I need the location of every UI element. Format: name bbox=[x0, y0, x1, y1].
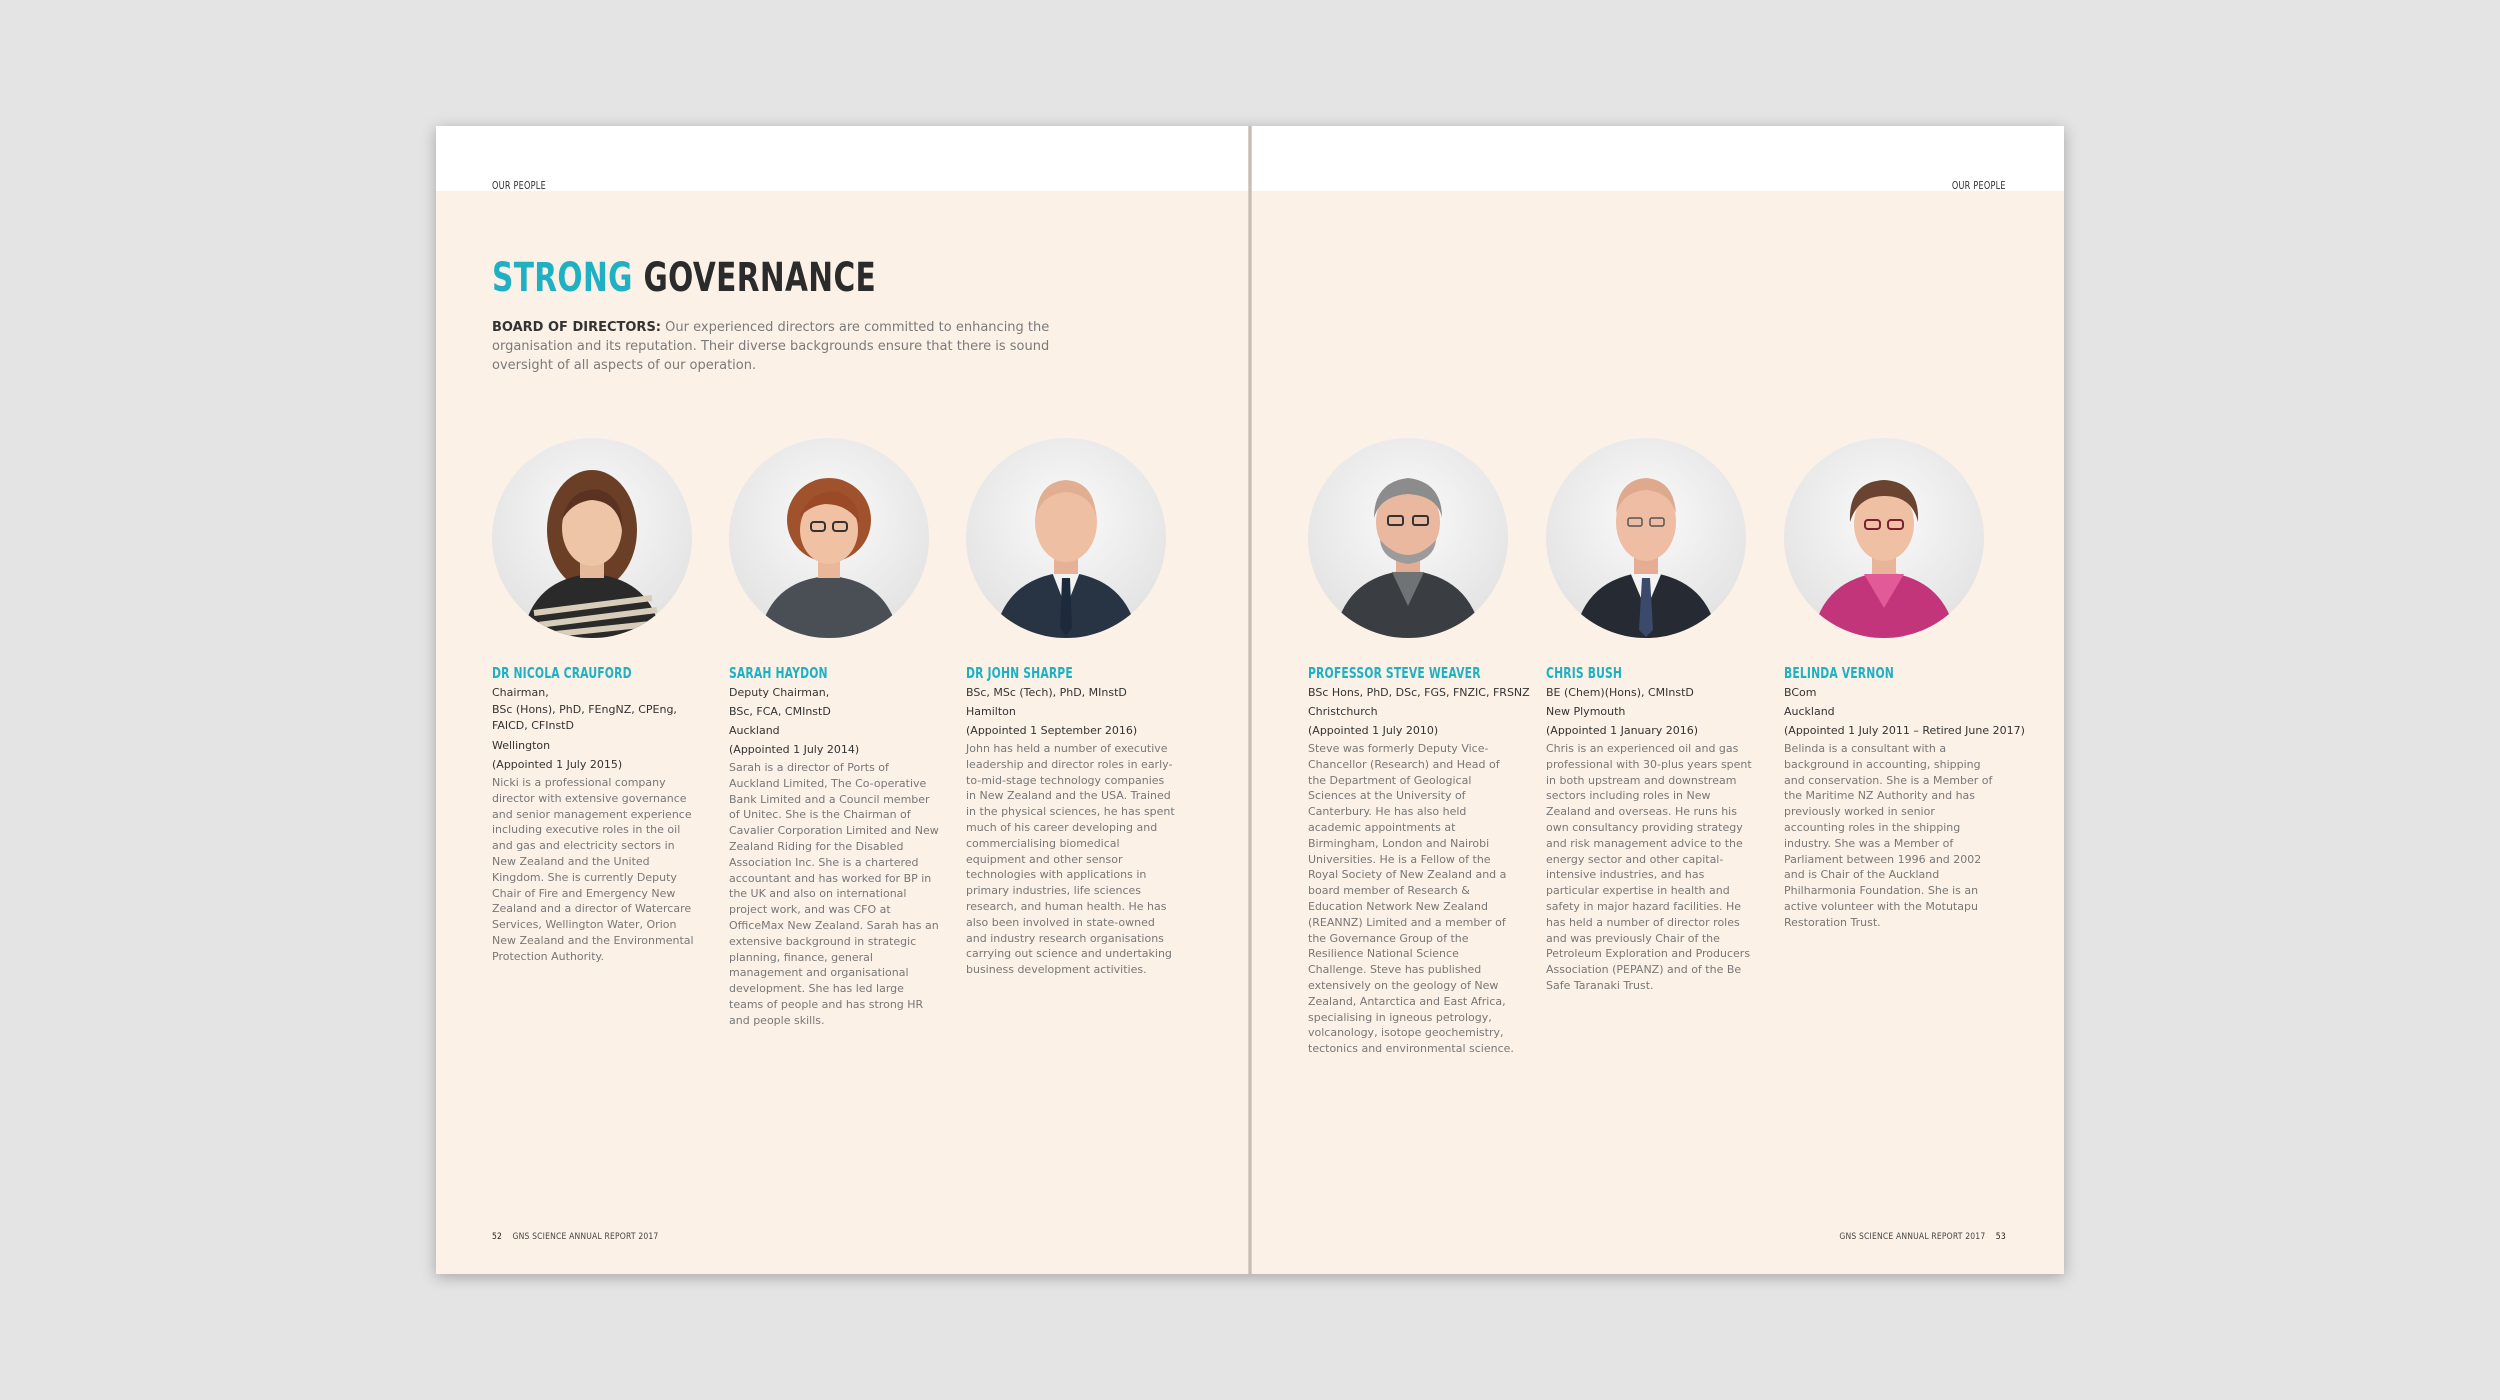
director-qualifications: BSc (Hons), PhD, FEngNZ, CPEng, FAICD, CFInstD bbox=[492, 703, 677, 732]
director-qualifications: BSc Hons, PhD, DSc, FGS, FNZIC, FRSNZ bbox=[1308, 686, 1530, 699]
director-name: PROFESSOR STEVE WEAVER bbox=[1308, 664, 1481, 682]
page-number: 53 bbox=[1995, 1232, 2006, 1242]
report-spread bbox=[436, 126, 2064, 1274]
director-meta bbox=[966, 683, 1176, 740]
director-bio: Sarah is a director of Ports of Auckland Limited, The Co-operative Bank Limited and a Council member of Unitec. She is the Chairman of Cavalier Corporation Limited and New Zealand Riding for the Disabled Association Inc. She is a chartered accountant and has worked for BP in the UK and also on international project work, and was CFO at OfficeMax New Zealand. Sarah has an extensive background in strategic planning, finance, general management and organisational development. She has led large teams of people and has strong HR and people skills. bbox=[729, 761, 939, 1027]
director-bio: Steve was formerly Deputy Vice-Chancellor (Research) and Head of the Department of Geological Sciences at the University of Canterbury. He has also held academic appointments at Birmingham, London and Nairobi Universities. He is a Fellow of the Royal Society of New Zealand and a board member of Research & Education Network New Zealand (REANNZ) Limited and a member of the Governance Group of the Resilience National Science Challenge. Steve has published extensively on the geology of New Zealand, Antarctica and East Africa, specialising in igneous petrology, volcanology, isotope geochemistry, tectonics and environmental science. bbox=[1308, 742, 1514, 1056]
director-card bbox=[1784, 438, 2025, 931]
title-rest: GOVERNANCE bbox=[643, 255, 877, 301]
director-name: DR NICOLA CRAUFORD bbox=[492, 664, 632, 682]
page-footer bbox=[492, 1232, 658, 1242]
section-label: OUR PEOPLE bbox=[492, 179, 546, 192]
director-card bbox=[729, 438, 939, 1029]
avatar bbox=[492, 438, 692, 638]
director-name: DR JOHN SHARPE bbox=[966, 664, 1073, 682]
director-qualifications: BE (Chem)(Hons), CMInstD bbox=[1546, 686, 1694, 699]
director-meta bbox=[492, 683, 702, 774]
director-name: SARAH HAYDON bbox=[729, 664, 828, 682]
director-meta bbox=[1546, 683, 1756, 740]
director-location: Wellington bbox=[492, 739, 551, 752]
right-page bbox=[1250, 126, 2064, 1274]
intro-lead: BOARD OF DIRECTORS: bbox=[492, 320, 662, 335]
title-accent: STRONG bbox=[492, 255, 633, 301]
director-qualifications: BSc, MSc (Tech), PhD, MInstD bbox=[966, 686, 1127, 699]
director-bio: Nicki is a professional company director with extensive governance and senior management experience including executive roles in the oil and gas and electricity sectors in New Zealand and the United Kingdom. She is currently Deputy Chair of Fire and Emergency New Zealand and a director of Watercare Services, Wellington Water, Orion New Zealand and the Environmental Protection Authority. bbox=[492, 776, 694, 963]
director-role: Deputy Chairman, bbox=[729, 686, 830, 699]
director-appointed: (Appointed 1 July 2015) bbox=[492, 758, 623, 771]
intro-text: Our experienced directors are committed to enhancing the organisation and its reputation. Their diverse backgrounds ensure that there is sound oversight of all aspects of our operation. bbox=[492, 320, 1050, 373]
left-page bbox=[436, 126, 1250, 1274]
director-appointed: (Appointed 1 January 2016) bbox=[1546, 724, 1699, 737]
top-band bbox=[436, 126, 1250, 191]
director-card bbox=[966, 438, 1176, 978]
director-name: BELINDA VERNON bbox=[1784, 664, 1894, 682]
director-name: CHRIS BUSH bbox=[1546, 664, 1623, 682]
director-appointed: (Appointed 1 July 2014) bbox=[729, 743, 860, 756]
director-bio: Chris is an experienced oil and gas professional with 30-plus years spent in both upstream and downstream sectors including roles in New Zealand and overseas. He runs his own consultancy providing strategy and risk management advice to the energy sector and other capital-intensive industries, and has particular expertise in health and safety in major hazard facilities. He has held a number of director roles and was previously Chair of the Petroleum Exploration and Producers Association (PEPANZ) and of the Be Safe Taranaki Trust. bbox=[1546, 742, 1752, 992]
director-appointed: (Appointed 1 July 2010) bbox=[1308, 724, 1439, 737]
director-location: Hamilton bbox=[966, 705, 1016, 718]
page-number: 52 bbox=[492, 1232, 503, 1242]
footer-text: GNS SCIENCE ANNUAL REPORT 2017 bbox=[512, 1232, 659, 1242]
intro-paragraph bbox=[492, 318, 1072, 375]
section-label: OUR PEOPLE bbox=[1952, 179, 2006, 192]
page-title bbox=[492, 254, 876, 302]
avatar bbox=[729, 438, 929, 638]
director-location: New Plymouth bbox=[1546, 705, 1626, 718]
director-location: Auckland bbox=[1784, 705, 1835, 718]
footer-text: GNS SCIENCE ANNUAL REPORT 2017 bbox=[1839, 1232, 1986, 1242]
director-meta bbox=[1784, 683, 2025, 740]
director-meta bbox=[729, 683, 939, 759]
director-role: Chairman, bbox=[492, 686, 549, 699]
director-qualifications: BSc, FCA, CMInstD bbox=[729, 705, 831, 718]
director-appointed: (Appointed 1 September 2016) bbox=[966, 724, 1138, 737]
director-bio: John has held a number of executive leadership and director roles in early-to-mid-stage technology companies in New Zealand and the USA. Trained in the physical sciences, he has spent much of his career developing and commercialising biomedical equipment and other sensor technologies with applications in primary industries, life sciences research, and human health. He has also been involved in state-owned and industry research organisations carrying out science and undertaking business development activities. bbox=[966, 742, 1175, 977]
director-card bbox=[492, 438, 702, 965]
director-location: Auckland bbox=[729, 724, 780, 737]
top-band bbox=[1250, 126, 2064, 191]
director-card bbox=[1546, 438, 1756, 994]
director-bio: Belinda is a consultant with a background in accounting, shipping and conservation. She is a Member of the Maritime NZ Authority and has previously worked in senior accounting roles in the shipping industry. She was a Member of Parliament between 1996 and 2002 and is Chair of the Auckland Philharmonia Foundation. She is an active volunteer with the Motutapu Restoration Trust. bbox=[1784, 742, 1993, 929]
avatar bbox=[1308, 438, 1508, 638]
spine-gutter bbox=[1248, 126, 1252, 1274]
director-meta bbox=[1308, 683, 1530, 740]
director-location: Christchurch bbox=[1308, 705, 1378, 718]
avatar bbox=[1784, 438, 1984, 638]
page-footer bbox=[1840, 1232, 2006, 1242]
director-card bbox=[1308, 438, 1530, 1057]
director-qualifications: BCom bbox=[1784, 686, 1817, 699]
avatar bbox=[966, 438, 1166, 638]
avatar bbox=[1546, 438, 1746, 638]
director-appointed: (Appointed 1 July 2011 – Retired June 2017) bbox=[1784, 724, 2025, 737]
